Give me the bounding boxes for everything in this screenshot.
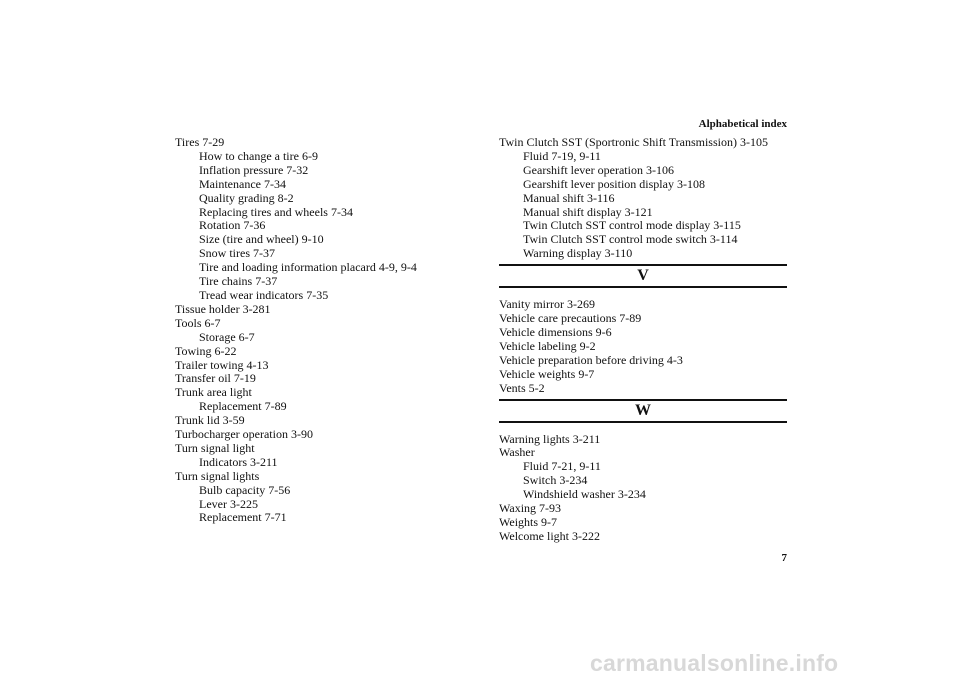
index-subentry: Fluid 7-21, 9-11 [523,459,601,474]
index-entry: Trunk area light [175,385,252,400]
page-number: 7 [781,552,787,564]
index-entry: Turn signal lights [175,468,260,483]
index-subentry: Replacement 7-71 [199,510,287,525]
index-entry: Trailer towing 4-13 [175,357,269,372]
index-subentry: Fluid 7-19, 9-11 [523,148,601,163]
index-entry: Tools 6-7 [175,315,221,330]
index-subentry: Replacement 7-89 [199,399,287,414]
index-entry: Turn signal light [175,440,255,455]
index-entry: Twin Clutch SST (Sportronic Shift Transmission) 3-105 [499,135,768,149]
index-column-right [499,136,787,544]
index-entry: Transfer oil 7-19 [175,371,256,386]
index-entry: Trunk lid 3-59 [175,413,245,428]
index-entry: Vehicle care precautions 7-89 [499,311,642,326]
index-entry: Turbocharger operation 3-90 [175,427,313,442]
page-header-title: Alphabetical index [698,118,787,130]
index-subentry: Rotation 7-36 [199,218,266,233]
section-header-w: W [499,399,787,423]
index-subentry: Size (tire and wheel) 9-10 [199,232,324,247]
index-subentry: Twin Clutch SST control mode switch 3-114 [523,232,738,247]
index-subentry: Tire and loading information placard 4-9, 9-4 [199,260,417,275]
index-subentry: How to change a tire 6-9 [199,148,318,163]
index-subentry: Tire chains 7-37 [199,274,278,289]
index-subentry: Twin Clutch SST control mode display 3-115 [523,218,741,233]
index-subentry: Maintenance 7-34 [199,176,286,191]
index-entry: Tires 7-29 [175,135,225,149]
index-entry: Washer [499,445,535,460]
index-entry: Towing 6-22 [175,343,237,358]
index-subentry: Inflation pressure 7-32 [199,162,309,177]
index-subentry: Tread wear indicators 7-35 [199,287,329,302]
index-subentry: Switch 3-234 [523,473,588,488]
section-header-v: V [499,264,787,288]
index-subentry: Windshield washer 3-234 [523,487,646,502]
watermark: carmanualsonline.info [590,650,839,676]
index-subentry: Bulb capacity 7-56 [199,482,291,497]
index-entry: Vehicle labeling 9-2 [499,338,596,353]
index-subentry: Gearshift lever position display 3-108 [523,176,705,191]
index-entry: Waxing 7-93 [499,501,562,516]
index-entry: Vehicle weights 9-7 [499,366,595,381]
index-subentry: Manual shift 3-116 [523,190,615,205]
index-entry: Tissue holder 3-281 [175,301,271,316]
index-subentry: Replacing tires and wheels 7-34 [199,204,353,219]
index-entry: Vehicle preparation before driving 4-3 [499,352,683,367]
index-subentry: Snow tires 7-37 [199,246,275,261]
index-subentry: Storage 6-7 [199,329,255,344]
index-subentry: Warning display 3-110 [523,246,633,261]
index-entry: Warning lights 3-211 [499,431,601,446]
index-column-left [175,136,475,525]
index-subentry: Gearshift lever operation 3-106 [523,162,674,177]
index-entry: Vehicle dimensions 9-6 [499,324,612,339]
index-subentry: Indicators 3-211 [199,454,278,469]
index-subentry: Manual shift display 3-121 [523,204,653,219]
index-entry: Vents 5-2 [499,380,545,395]
index-subentry: Quality grading 8-2 [199,190,294,205]
index-entry: Welcome light 3-222 [499,528,601,543]
index-subentry: Lever 3-225 [199,496,258,511]
index-entry: Vanity mirror 3-269 [499,297,595,312]
index-entry: Weights 9-7 [499,514,558,529]
